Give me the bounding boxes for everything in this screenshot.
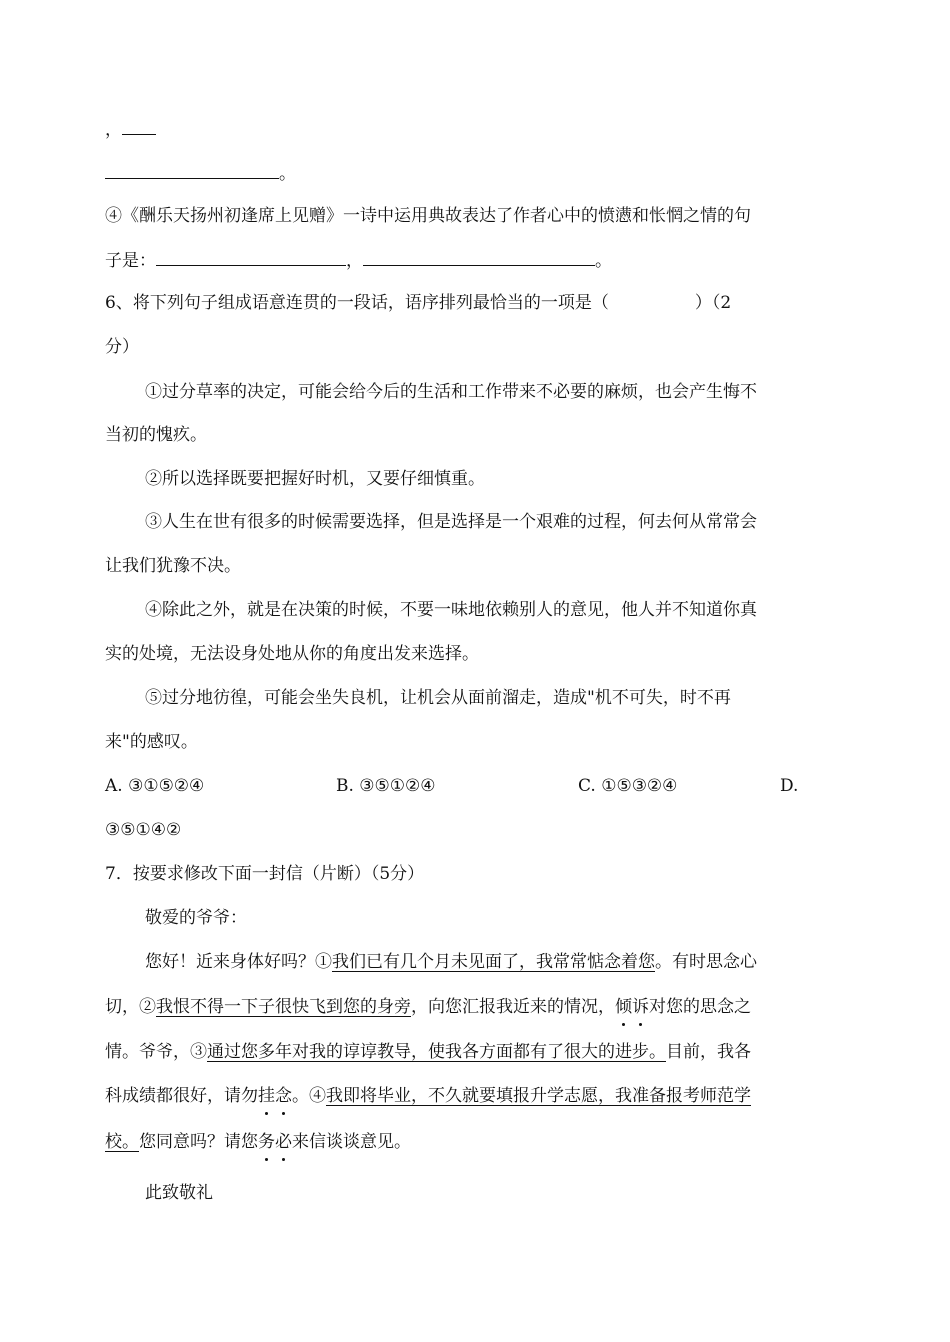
- q6-stem-line1: [105, 290, 731, 316]
- q6-stem-line2: 分）: [105, 337, 139, 357]
- q7-stem: 7．按要求修改下面一封信（片断）（5分）: [105, 864, 425, 884]
- text-segment: 您同意吗？请您: [139, 1132, 258, 1152]
- comma-text: ，: [105, 120, 122, 140]
- q6-stem-score: ）（2: [694, 293, 732, 313]
- prefix-text: 子是：: [105, 251, 156, 271]
- text-segment: 您好！近来身体好吗？①: [145, 952, 332, 972]
- letter-line1: [145, 949, 757, 975]
- q6-sentence-5-line2: 来"的感叹。: [105, 732, 198, 752]
- q6-sentence-3-line2: 让我们犹豫不决。: [105, 556, 241, 576]
- answer-blank: [156, 247, 346, 266]
- q6-option-b: B. ③⑤①②④: [336, 776, 436, 796]
- underlined-sentence-4: 我即将毕业，不久就要填报升学志愿，我准备报考师范学: [326, 1086, 751, 1106]
- q5-line2: [105, 160, 296, 187]
- q6-stem-text: 6、将下列句子组成语意连贯的一段话，语序排列最恰当的一项是（: [105, 293, 609, 313]
- text-segment: 科成绩都很好，请勿: [105, 1086, 258, 1106]
- answer-blank: [105, 160, 279, 179]
- underlined-sentence-2: 我恨不得一下子很快飞到您的身旁: [156, 997, 411, 1017]
- underlined-sentence-4-end: 校。: [105, 1132, 139, 1152]
- text-segment: ，向您汇报我近来的情况，: [411, 997, 615, 1017]
- q6-option-d-value: ③⑤①④②: [105, 820, 182, 840]
- answer-blank: [363, 247, 595, 266]
- q6-sentence-1-line1: ①过分草率的决定，可能会给今后的生活和工作带来不必要的麻烦，也会产生悔不: [145, 382, 757, 402]
- underlined-sentence-1: 我们已有几个月未见面了，我常常惦念着您: [332, 952, 655, 972]
- underlined-sentence-3: 通过您多年对我的谆谆教导，使我各方面都有了很大的进步。: [207, 1042, 666, 1062]
- period-text: 。: [279, 164, 296, 184]
- q6-sentence-3-line1: ③人生在世有很多的时候需要选择，但是选择是一个艰难的过程，何去何从常常会: [145, 512, 757, 532]
- letter-line4: [105, 1083, 751, 1109]
- q6-option-a: A. ③①⑤②④: [105, 776, 205, 796]
- answer-blank: [122, 116, 156, 135]
- text-segment: 目前，我各: [666, 1042, 751, 1062]
- q5-line1: [105, 116, 156, 143]
- q6-sentence-5-line1: ⑤过分地彷徨，可能会坐失良机，让机会从面前溜走，造成"机不可失，时不再: [145, 688, 731, 708]
- separator-text: ，: [346, 251, 363, 271]
- dotted-char: 必: [275, 1129, 292, 1155]
- q6-sentence-4-line1: ④除此之外，就是在决策的时候，不要一味地依赖别人的意见，他人并不知道你真: [145, 600, 757, 620]
- letter-closing: 此致敬礼: [145, 1183, 213, 1203]
- q6-sentence-1-line2: 当初的愧疚。: [105, 425, 207, 445]
- text-segment: 。④: [292, 1086, 326, 1106]
- q6-option-d: D.: [780, 776, 799, 796]
- letter-line2: [105, 994, 751, 1020]
- dotted-char: 务: [258, 1129, 275, 1155]
- text-segment: 切，②: [105, 997, 156, 1017]
- q6-sentence-4-line2: 实的处境，无法设身处地从你的角度出发来选择。: [105, 644, 479, 664]
- letter-line3: [105, 1039, 751, 1065]
- text-segment: 对您的思念之: [649, 997, 751, 1017]
- dotted-char: 诉: [632, 994, 649, 1020]
- text-segment: 。有时思念心: [655, 952, 757, 972]
- period-text: 。: [595, 251, 612, 271]
- text-segment: 来信谈谈意见。: [292, 1132, 411, 1152]
- dotted-char: 念: [275, 1083, 292, 1109]
- letter-line5: [105, 1129, 411, 1155]
- text-segment: 情。爷爷，③: [105, 1042, 207, 1062]
- q6-option-c: C. ①⑤③②④: [578, 776, 678, 796]
- q5-item4-line2: [105, 247, 612, 274]
- q5-item4-line1: ④《酬乐天扬州初逢席上见赠》一诗中运用典故表达了作者心中的愤懑和怅惘之情的句: [105, 206, 751, 226]
- dotted-char: 挂: [258, 1083, 275, 1109]
- letter-salutation: 敬爱的爷爷：: [145, 908, 247, 928]
- q6-sentence-2: ②所以选择既要把握好时机，又要仔细慎重。: [145, 469, 485, 489]
- dotted-char: 倾: [615, 994, 632, 1020]
